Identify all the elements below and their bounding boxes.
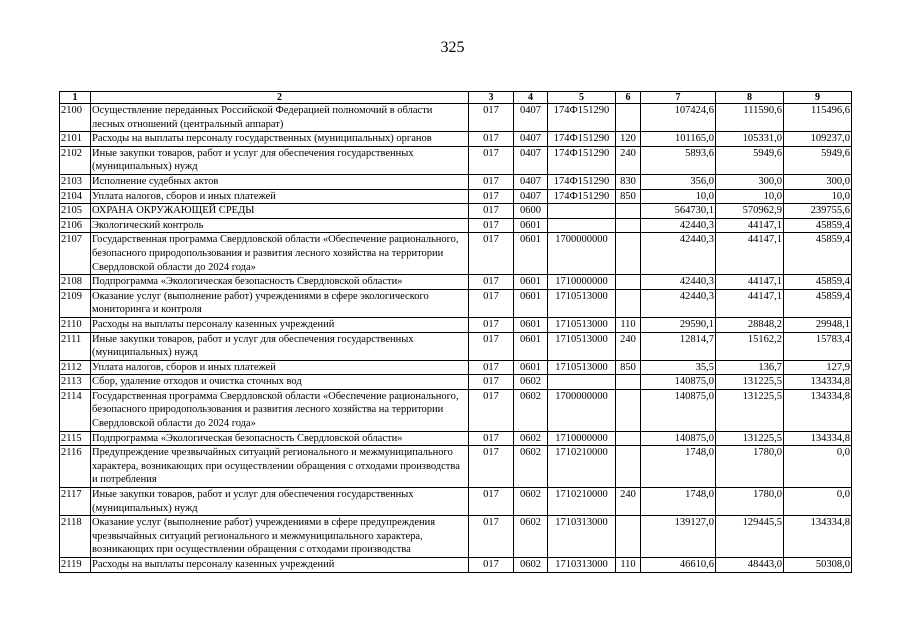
row-amount-year1-cell: 12814,7 [641,332,716,360]
row-amount-year2-cell: 5949,6 [716,146,784,174]
row-code-cell: 2114 [60,389,91,431]
row-amount-year2-cell: 131225,5 [716,431,784,446]
row-admin-code-cell: 017 [469,289,514,317]
row-code-cell: 2103 [60,174,91,189]
row-amount-year3-cell: 10,0 [784,189,852,204]
row-expense-type-cell [616,446,641,488]
row-expense-type-cell: 850 [616,189,641,204]
table-row [60,174,852,189]
row-target-article-cell: 1710513000 [548,317,616,332]
table-row [60,332,852,360]
row-amount-year2-cell: 44147,1 [716,275,784,290]
table-row [60,375,852,390]
row-section-cell: 0602 [514,558,548,573]
row-code-cell: 2111 [60,332,91,360]
row-target-article-cell: 1710513000 [548,289,616,317]
row-amount-year3-cell: 45859,4 [784,289,852,317]
row-amount-year1-cell: 356,0 [641,174,716,189]
row-expense-type-cell [616,516,641,558]
row-section-cell: 0602 [514,516,548,558]
row-name-cell: Расходы на выплаты персоналу казенных учреждений [91,317,469,332]
row-admin-code-cell: 017 [469,218,514,233]
row-expense-type-cell: 240 [616,488,641,516]
row-amount-year3-cell: 109237,0 [784,132,852,147]
row-amount-year3-cell: 5949,6 [784,146,852,174]
row-section-cell: 0601 [514,218,548,233]
row-amount-year2-cell: 131225,5 [716,389,784,431]
header-row [60,92,852,104]
row-section-cell: 0601 [514,360,548,375]
row-amount-year3-cell: 45859,4 [784,218,852,233]
column-header: 9 [784,92,852,104]
column-header: 2 [91,92,469,104]
row-amount-year1-cell: 1748,0 [641,488,716,516]
column-header: 5 [548,92,616,104]
row-code-cell: 2112 [60,360,91,375]
row-target-article-cell [548,204,616,219]
column-header: 1 [60,92,91,104]
row-name-cell: Иные закупки товаров, работ и услуг для обеспечения государственных (муниципальных) нужд [91,332,469,360]
row-target-article-cell: 174Ф151290 [548,132,616,147]
row-amount-year1-cell: 107424,6 [641,104,716,132]
row-code-cell: 2115 [60,431,91,446]
table-row [60,189,852,204]
row-amount-year1-cell: 5893,6 [641,146,716,174]
row-amount-year2-cell: 136,7 [716,360,784,375]
row-amount-year3-cell: 127,9 [784,360,852,375]
row-section-cell: 0602 [514,446,548,488]
row-expense-type-cell: 850 [616,360,641,375]
row-amount-year1-cell: 29590,1 [641,317,716,332]
row-amount-year2-cell: 15162,2 [716,332,784,360]
row-expense-type-cell [616,431,641,446]
row-section-cell: 0601 [514,233,548,275]
row-amount-year2-cell: 1780,0 [716,446,784,488]
row-code-cell: 2109 [60,289,91,317]
row-expense-type-cell: 830 [616,174,641,189]
row-amount-year3-cell: 15783,4 [784,332,852,360]
row-expense-type-cell: 240 [616,332,641,360]
row-expense-type-cell: 120 [616,132,641,147]
row-amount-year1-cell: 140875,0 [641,389,716,431]
table-row [60,431,852,446]
row-section-cell: 0602 [514,431,548,446]
row-name-cell: Расходы на выплаты персоналу казенных учреждений [91,558,469,573]
row-amount-year1-cell: 140875,0 [641,431,716,446]
row-target-article-cell: 1710210000 [548,488,616,516]
row-admin-code-cell: 017 [469,360,514,375]
page-number: 325 [440,39,465,56]
table-row [60,146,852,174]
row-expense-type-cell [616,275,641,290]
column-header: 4 [514,92,548,104]
table-row [60,317,852,332]
budget-table [59,91,852,573]
row-amount-year1-cell: 35,5 [641,360,716,375]
row-code-cell: 2116 [60,446,91,488]
row-amount-year3-cell: 45859,4 [784,275,852,290]
row-name-cell: Осуществление переданных Российской Федерацией полномочий в области лесных отношений (центральный аппарат) [91,104,469,132]
row-admin-code-cell: 017 [469,431,514,446]
row-amount-year3-cell: 29948,1 [784,317,852,332]
row-amount-year3-cell: 115496,6 [784,104,852,132]
row-section-cell: 0407 [514,146,548,174]
row-section-cell: 0602 [514,389,548,431]
row-amount-year2-cell: 129445,5 [716,516,784,558]
table-row [60,488,852,516]
row-expense-type-cell [616,289,641,317]
row-name-cell: Иные закупки товаров, работ и услуг для обеспечения государственных (муниципальных) нужд [91,488,469,516]
row-name-cell: Государственная программа Свердловской области «Обеспечение рационального, безопасного природопользования и развития лесного хозяйства на территории Свердловской области до 2024 года» [91,233,469,275]
row-amount-year3-cell: 0,0 [784,446,852,488]
row-name-cell: Подпрограмма «Экологическая безопасность Свердловской области» [91,431,469,446]
row-expense-type-cell: 110 [616,317,641,332]
row-amount-year2-cell: 1780,0 [716,488,784,516]
row-admin-code-cell: 017 [469,446,514,488]
row-admin-code-cell: 017 [469,174,514,189]
row-code-cell: 2107 [60,233,91,275]
row-target-article-cell: 1710000000 [548,275,616,290]
row-target-article-cell: 174Ф151290 [548,174,616,189]
row-amount-year2-cell: 570962,9 [716,204,784,219]
table-row [60,275,852,290]
table-row [60,204,852,219]
row-amount-year3-cell: 239755,6 [784,204,852,219]
row-name-cell: Экологический контроль [91,218,469,233]
row-amount-year3-cell: 134334,8 [784,431,852,446]
row-code-cell: 2118 [60,516,91,558]
row-target-article-cell [548,218,616,233]
row-admin-code-cell: 017 [469,189,514,204]
row-amount-year1-cell: 1748,0 [641,446,716,488]
row-name-cell: Расходы на выплаты персоналу государственных (муниципальных) органов [91,132,469,147]
row-name-cell: Оказание услуг (выполнение работ) учреждениями в сфере экологического мониторинга и контроля [91,289,469,317]
row-section-cell: 0601 [514,289,548,317]
row-section-cell: 0601 [514,332,548,360]
row-admin-code-cell: 017 [469,104,514,132]
row-amount-year1-cell: 46610,6 [641,558,716,573]
row-amount-year2-cell: 111590,6 [716,104,784,132]
row-expense-type-cell [616,389,641,431]
row-section-cell: 0407 [514,174,548,189]
row-amount-year2-cell: 105331,0 [716,132,784,147]
row-section-cell: 0407 [514,104,548,132]
row-amount-year3-cell: 134334,8 [784,389,852,431]
row-name-cell: Подпрограмма «Экологическая безопасность Свердловской области» [91,275,469,290]
row-section-cell: 0600 [514,204,548,219]
row-admin-code-cell: 017 [469,204,514,219]
row-expense-type-cell: 240 [616,146,641,174]
row-amount-year1-cell: 101165,0 [641,132,716,147]
row-admin-code-cell: 017 [469,317,514,332]
row-name-cell: Исполнение судебных актов [91,174,469,189]
row-amount-year1-cell: 139127,0 [641,516,716,558]
row-code-cell: 2113 [60,375,91,390]
table-row [60,218,852,233]
row-target-article-cell: 1700000000 [548,233,616,275]
row-code-cell: 2100 [60,104,91,132]
column-header: 7 [641,92,716,104]
row-code-cell: 2104 [60,189,91,204]
row-target-article-cell: 1710000000 [548,431,616,446]
row-name-cell: Уплата налогов, сборов и иных платежей [91,189,469,204]
table-row [60,446,852,488]
row-amount-year1-cell: 42440,3 [641,275,716,290]
table-row [60,132,852,147]
row-admin-code-cell: 017 [469,516,514,558]
table-row [60,389,852,431]
row-target-article-cell: 1710313000 [548,558,616,573]
row-admin-code-cell: 017 [469,146,514,174]
row-target-article-cell [548,375,616,390]
row-code-cell: 2119 [60,558,91,573]
row-amount-year2-cell: 28848,2 [716,317,784,332]
row-admin-code-cell: 017 [469,558,514,573]
row-name-cell: Иные закупки товаров, работ и услуг для обеспечения государственных (муниципальных) нужд [91,146,469,174]
row-code-cell: 2110 [60,317,91,332]
column-header: 6 [616,92,641,104]
row-expense-type-cell [616,204,641,219]
row-code-cell: 2101 [60,132,91,147]
row-code-cell: 2105 [60,204,91,219]
row-amount-year3-cell: 0,0 [784,488,852,516]
row-expense-type-cell [616,104,641,132]
row-amount-year2-cell: 300,0 [716,174,784,189]
row-expense-type-cell [616,218,641,233]
row-section-cell: 0601 [514,317,548,332]
row-admin-code-cell: 017 [469,389,514,431]
row-amount-year3-cell: 134334,8 [784,375,852,390]
row-section-cell: 0407 [514,132,548,147]
row-amount-year2-cell: 44147,1 [716,218,784,233]
row-amount-year1-cell: 42440,3 [641,289,716,317]
row-name-cell: Государственная программа Свердловской области «Обеспечение рационального, безопасного природопользования и развития лесного хозяйства на территории Свердловской области до 2024 года» [91,389,469,431]
row-target-article-cell: 1700000000 [548,389,616,431]
row-target-article-cell: 1710513000 [548,360,616,375]
row-admin-code-cell: 017 [469,375,514,390]
row-target-article-cell: 174Ф151290 [548,104,616,132]
row-amount-year3-cell: 50308,0 [784,558,852,573]
row-target-article-cell: 1710313000 [548,516,616,558]
row-expense-type-cell: 110 [616,558,641,573]
column-header: 8 [716,92,784,104]
row-code-cell: 2106 [60,218,91,233]
row-amount-year2-cell: 131225,5 [716,375,784,390]
row-amount-year2-cell: 44147,1 [716,233,784,275]
table-row [60,516,852,558]
row-name-cell: Предупреждение чрезвычайных ситуаций регионального и межмуниципального характера, возникающих при осуществлении обращения с отходами производства и потребления [91,446,469,488]
row-admin-code-cell: 017 [469,233,514,275]
row-section-cell: 0601 [514,275,548,290]
row-expense-type-cell [616,233,641,275]
row-amount-year1-cell: 42440,3 [641,233,716,275]
row-name-cell: Оказание услуг (выполнение работ) учреждениями в сфере предупреждения чрезвычайных ситуаций регионального и межмуниципального характера, возникающих при осуществлении обращения с отходами производства [91,516,469,558]
row-section-cell: 0602 [514,488,548,516]
row-amount-year3-cell: 300,0 [784,174,852,189]
row-admin-code-cell: 017 [469,275,514,290]
table-row [60,558,852,573]
row-amount-year2-cell: 10,0 [716,189,784,204]
row-code-cell: 2117 [60,488,91,516]
row-admin-code-cell: 017 [469,132,514,147]
row-amount-year1-cell: 42440,3 [641,218,716,233]
row-code-cell: 2108 [60,275,91,290]
row-section-cell: 0407 [514,189,548,204]
table-row [60,233,852,275]
table-row [60,289,852,317]
row-target-article-cell: 1710210000 [548,446,616,488]
row-amount-year1-cell: 140875,0 [641,375,716,390]
row-amount-year3-cell: 134334,8 [784,516,852,558]
row-amount-year2-cell: 48443,0 [716,558,784,573]
table-row [60,104,852,132]
row-target-article-cell: 1710513000 [548,332,616,360]
row-name-cell: Уплата налогов, сборов и иных платежей [91,360,469,375]
row-admin-code-cell: 017 [469,488,514,516]
row-amount-year2-cell: 44147,1 [716,289,784,317]
row-target-article-cell: 174Ф151290 [548,146,616,174]
row-section-cell: 0602 [514,375,548,390]
row-admin-code-cell: 017 [469,332,514,360]
row-name-cell: Сбор, удаление отходов и очистка сточных вод [91,375,469,390]
row-code-cell: 2102 [60,146,91,174]
row-amount-year1-cell: 564730,1 [641,204,716,219]
column-header: 3 [469,92,514,104]
row-amount-year3-cell: 45859,4 [784,233,852,275]
row-expense-type-cell [616,375,641,390]
row-target-article-cell: 174Ф151290 [548,189,616,204]
row-name-cell: ОХРАНА ОКРУЖАЮЩЕЙ СРЕДЫ [91,204,469,219]
row-amount-year1-cell: 10,0 [641,189,716,204]
table-row [60,360,852,375]
